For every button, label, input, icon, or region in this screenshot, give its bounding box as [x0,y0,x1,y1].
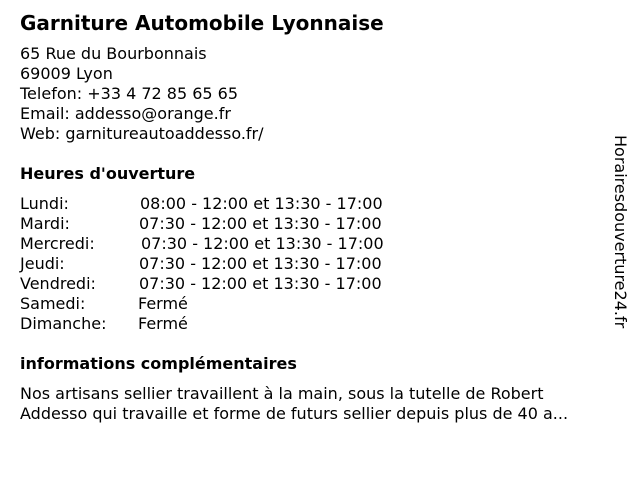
hours-time: 08:00 - 12:00 et 13:30 - 17:00 [140,194,383,213]
hours-day: Lundi: [20,194,69,213]
business-title: Garniture Automobile Lyonnaise [20,11,384,35]
hours-day: Vendredi: [20,274,96,293]
street-address: 65 Rue du Bourbonnais [20,44,207,63]
hours-time: Fermé [138,314,188,333]
hours-day: Dimanche: [20,314,107,333]
hours-time: 07:30 - 12:00 et 13:30 - 17:00 [139,254,382,273]
hours-time: 07:30 - 12:00 et 13:30 - 17:00 [141,234,384,253]
hours-heading: Heures d'ouverture [20,164,196,183]
side-watermark [610,135,630,345]
hours-time: 07:30 - 12:00 et 13:30 - 17:00 [139,214,382,233]
watermark-text: Horairesdouverture24.fr [611,135,630,329]
email-address: Email: addesso@orange.fr [20,104,231,123]
hours-day: Samedi: [20,294,86,313]
info-line: Nos artisans sellier travaillent à la main, sous la tutelle de Robert [20,384,544,403]
info-line: Addesso qui travaille et forme de futurs sellier depuis plus de 40 a... [20,404,569,423]
website: Web: garnitureautoaddesso.fr/ [20,124,264,143]
hours-day: Mardi: [20,214,70,233]
hours-day: Jeudi: [20,254,65,273]
city-postal: 69009 Lyon [20,64,113,83]
hours-time: Fermé [138,294,188,313]
info-text [20,384,568,424]
hours-day: Mercredi: [20,234,95,253]
address-block [20,44,264,144]
hours-time: 07:30 - 12:00 et 13:30 - 17:00 [139,274,382,293]
phone-number: Telefon: +33 4 72 85 65 65 [20,84,239,103]
info-heading: informations complémentaires [20,354,297,373]
